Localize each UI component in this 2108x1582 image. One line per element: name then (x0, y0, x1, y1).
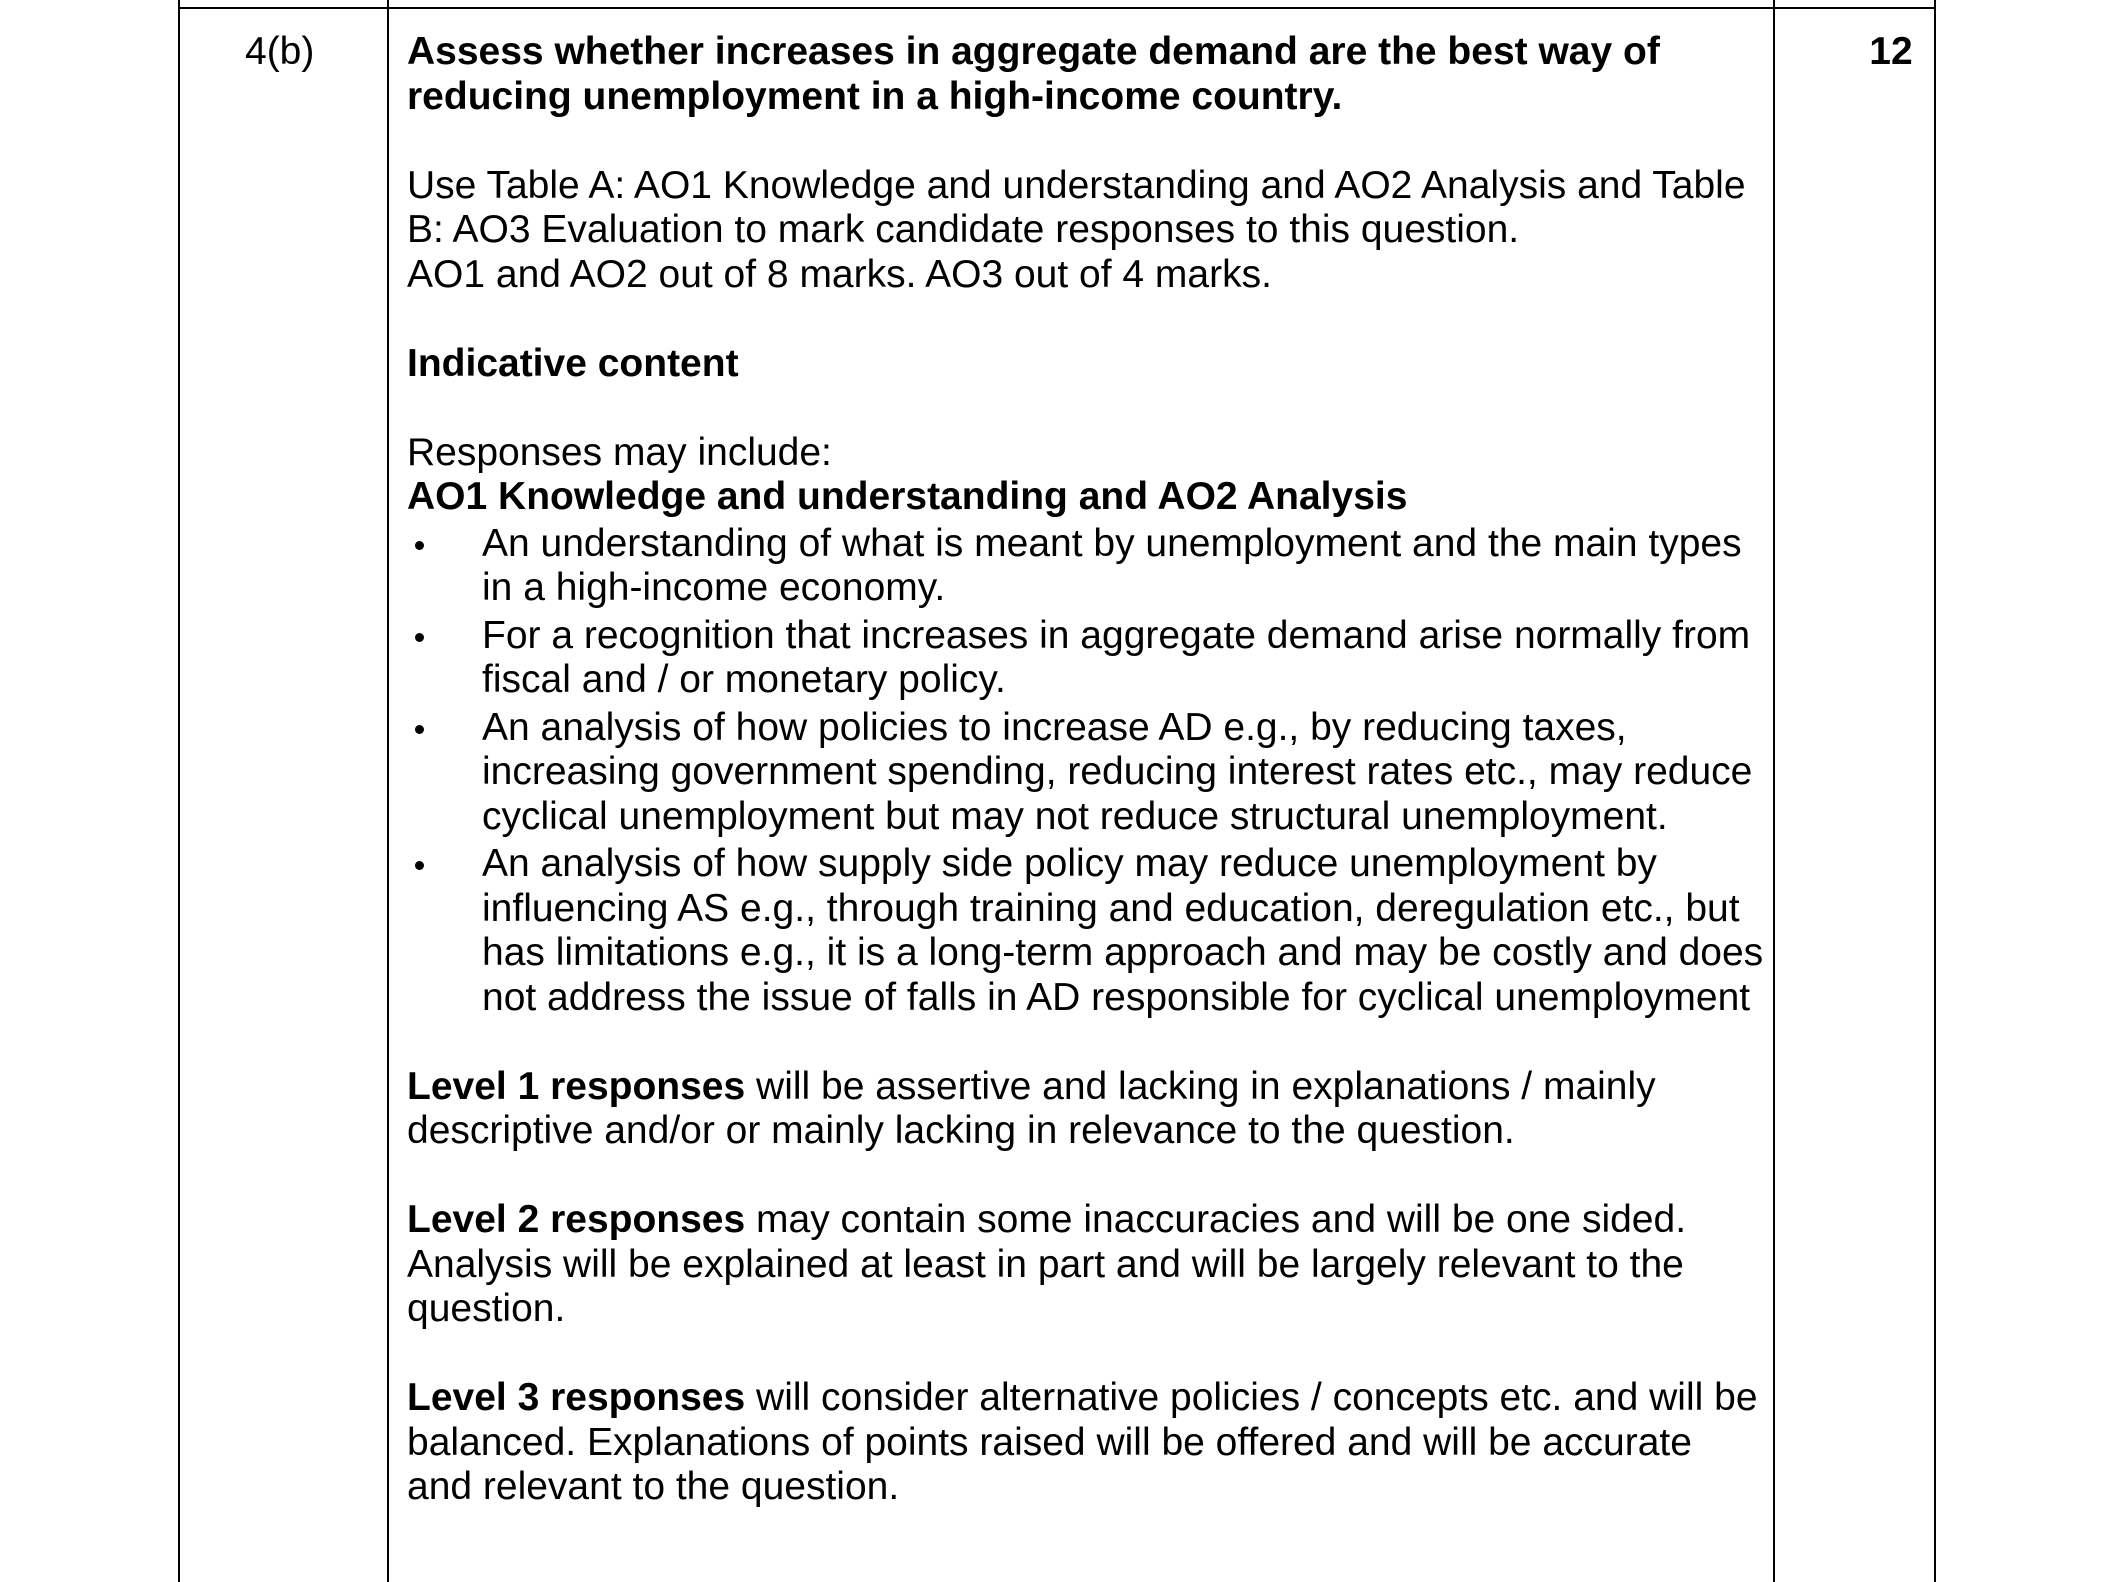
ao-heading: AO1 Knowledge and understanding and AO2 Analysis (407, 475, 1408, 518)
bullet-icon (415, 633, 424, 642)
level-3-label: Level 3 responses (407, 1376, 746, 1419)
level-3-text: will consider alternative policies / concepts etc. and will be balanced. Explanations of points raised will be offered and will be accurate and relevant to the question. (407, 1376, 1758, 1508)
level-1-text: will be assertive and lacking in explanations / mainly descriptive and/or or mainly lacking in relevance to the question. (407, 1064, 1656, 1152)
level-2-descriptor (407, 1198, 1767, 1332)
list-item (407, 522, 1767, 611)
column-divider-marks (1773, 0, 1775, 1582)
bullet-icon (415, 861, 424, 870)
mark-scheme-content (407, 30, 1767, 1510)
bullet-icon (415, 725, 424, 734)
level-2-text: may contain some inaccuracies and will be one sided. Analysis will be explained at least in part and will be largely relevant to the question. (407, 1198, 1687, 1330)
question-title: Assess whether increases in aggregate demand are the best way of reducing unemployment in a high-income country. (407, 30, 1660, 118)
question-number: 4(b) (245, 30, 315, 73)
bullet-text: An analysis of how policies to increase AD e.g., by reducing taxes, increasing government spending, reducing interest rates etc., may reduce cyclical unemployment but may not reduce structural unemployment. (482, 705, 1753, 838)
responses-intro: Responses may include: (407, 430, 832, 474)
bullet-text: An understanding of what is meant by unemployment and the main types in a high-income economy. (482, 521, 1742, 609)
list-item (407, 842, 1767, 1020)
level-1-descriptor (407, 1065, 1767, 1154)
indicative-bullet-list (407, 522, 1767, 1021)
indicative-content-heading: Indicative content (407, 341, 739, 385)
table-top-border (178, 7, 1936, 9)
column-divider-question (387, 0, 389, 1582)
bullet-text: For a recognition that increases in aggregate demand arise normally from fiscal and / or monetary policy. (482, 613, 1751, 701)
table-right-border (1934, 0, 1936, 1582)
marking-instructions: Use Table A: AO1 Knowledge and understanding and AO2 Analysis and Table B: AO3 Evaluation to mark candidate responses to this question. (407, 163, 1746, 251)
list-item (407, 706, 1767, 840)
list-item (407, 614, 1767, 703)
table-left-border (178, 0, 180, 1582)
bullet-text: An analysis of how supply side policy may reduce unemployment by influencing AS e.g., through training and education, deregulation etc., but has limitations e.g., it is a long-term approach and may be costly and does not address the issue of falls in AD responsible for cyclical unemployment (482, 842, 1764, 1019)
mark-split: AO1 and AO2 out of 8 marks. AO3 out of 4 marks. (407, 252, 1272, 296)
level-3-descriptor (407, 1376, 1767, 1510)
level-2-label: Level 2 responses (407, 1198, 746, 1241)
level-1-label: Level 1 responses (407, 1064, 746, 1108)
bullet-icon (415, 541, 424, 550)
question-marks: 12 (1869, 30, 1913, 73)
